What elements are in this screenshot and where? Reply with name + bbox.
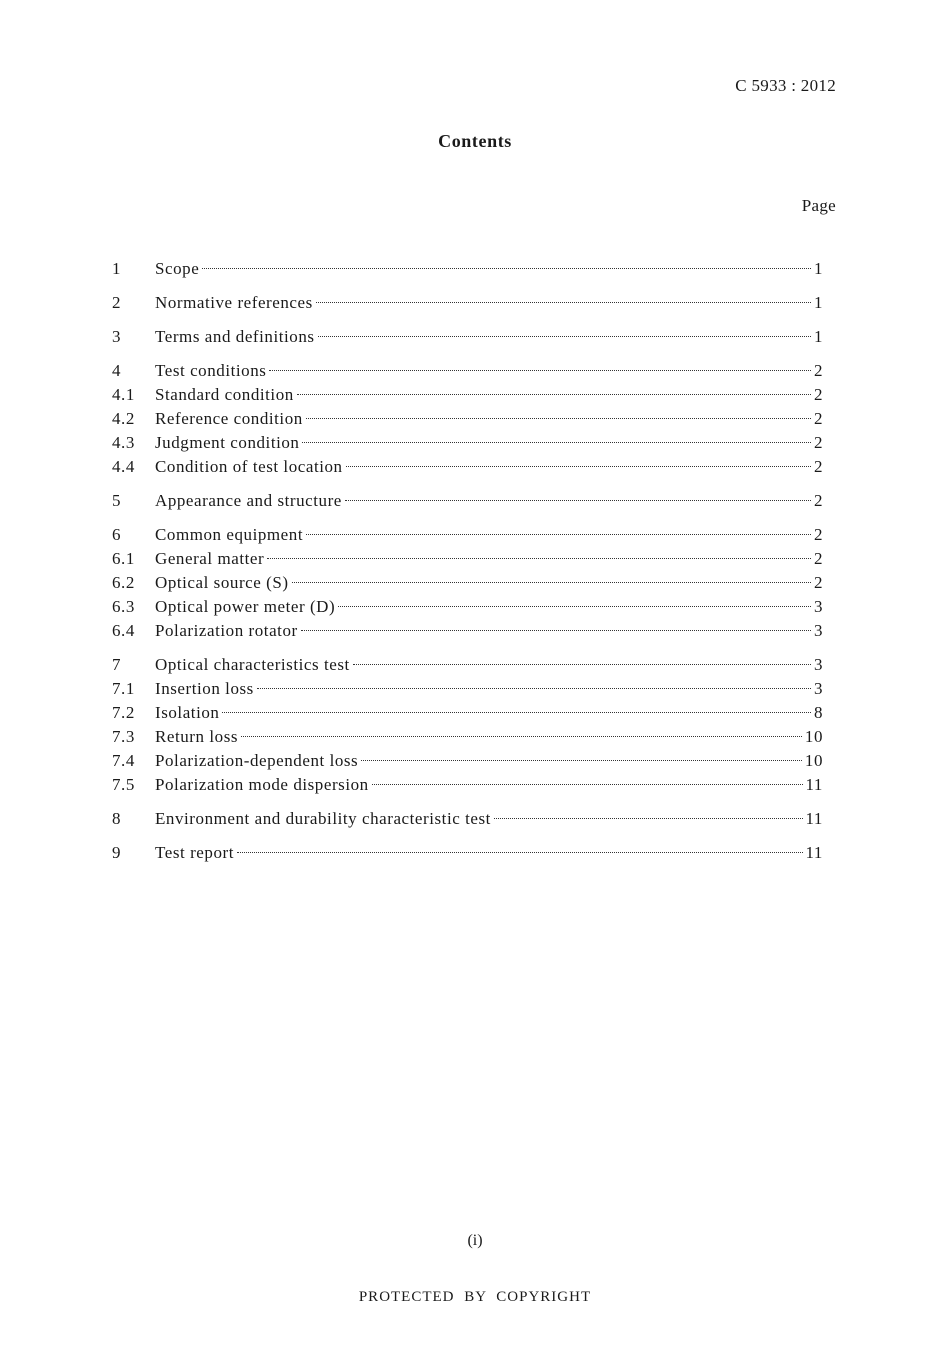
toc-entry-number: 2: [112, 293, 122, 312]
toc-entry-page: 2: [813, 549, 823, 568]
dot-leader: [302, 442, 810, 443]
toc-entry[interactable]: [112, 383, 823, 407]
toc-entry-title: Terms and definitions: [155, 327, 315, 346]
toc-entry-page: 1: [813, 259, 823, 278]
toc-entry-title: Optical power meter (D): [155, 597, 336, 616]
dot-leader: [237, 852, 803, 853]
toc-entry-title: Return loss: [155, 727, 239, 746]
toc-entry-number: 6.1: [112, 549, 135, 568]
toc-entry[interactable]: [112, 291, 823, 315]
toc-entry-page: 2: [813, 491, 823, 510]
toc-entry[interactable]: [112, 455, 823, 479]
page-column-label: Page: [801, 196, 836, 215]
dot-leader: [306, 418, 811, 419]
toc-entry-page: 3: [813, 679, 823, 698]
document-code: C 5933 : 2012: [735, 76, 836, 95]
dot-leader: [301, 630, 811, 631]
dot-leader: [318, 336, 811, 337]
toc-entry-title: Polarization-dependent loss: [155, 751, 359, 770]
toc-entry-number: 4.2: [112, 409, 135, 428]
toc-entry-page: 2: [813, 433, 823, 452]
toc-entry-page: 2: [813, 361, 823, 380]
toc-entry-title: Polarization rotator: [155, 621, 298, 640]
toc-entry-page: 1: [813, 293, 823, 312]
toc-group: [112, 523, 823, 643]
toc-entry-number: 7.4: [112, 751, 135, 770]
toc-entry-title: Scope: [155, 259, 200, 278]
toc-group: [112, 359, 823, 479]
toc-entry[interactable]: [112, 841, 823, 865]
dot-leader: [345, 500, 811, 501]
toc-entry-number: 3: [112, 327, 122, 346]
dot-leader: [346, 466, 811, 467]
dot-leader: [222, 712, 810, 713]
toc-entry-number: 8: [112, 809, 122, 828]
toc-entry[interactable]: [112, 257, 823, 281]
toc-entry-page: 3: [813, 597, 823, 616]
toc-entry-page: 8: [813, 703, 823, 722]
toc-entry[interactable]: [112, 749, 823, 773]
toc-entry-title: Isolation: [155, 703, 220, 722]
dot-leader: [297, 394, 811, 395]
toc-entry-page: 11: [805, 843, 823, 862]
toc-entry-page: 10: [804, 751, 823, 770]
toc-group: [112, 257, 823, 281]
toc-group: [112, 653, 823, 797]
toc-entry-page: 2: [813, 385, 823, 404]
toc-entry-number: 4.1: [112, 385, 135, 404]
toc-entry-title: Appearance and structure: [155, 491, 342, 510]
dot-leader: [267, 558, 811, 559]
toc-entry-number: 4: [112, 361, 122, 380]
dot-leader: [257, 688, 811, 689]
toc-entry-title: Judgment condition: [155, 433, 300, 452]
dot-leader: [241, 736, 802, 737]
toc-entry-page: 11: [805, 809, 823, 828]
toc-entry-number: 6.4: [112, 621, 135, 640]
toc-entry-page: 3: [813, 621, 823, 640]
toc-entry-page: 1: [813, 327, 823, 346]
toc-entry-title: Optical source (S): [155, 573, 289, 592]
toc-entry-number: 7: [112, 655, 122, 674]
toc-entry-number: 4.4: [112, 457, 135, 476]
toc-entry[interactable]: [112, 325, 823, 349]
toc-entry[interactable]: [112, 489, 823, 513]
toc-entry-number: 1: [112, 259, 122, 278]
table-of-contents: [112, 257, 823, 875]
toc-entry[interactable]: [112, 571, 823, 595]
dot-leader: [494, 818, 803, 819]
dot-leader: [353, 664, 811, 665]
toc-entry[interactable]: [112, 701, 823, 725]
toc-entry-title: Optical characteristics test: [155, 655, 350, 674]
dot-leader: [269, 370, 811, 371]
toc-entry[interactable]: [112, 407, 823, 431]
toc-entry-page: 11: [805, 775, 823, 794]
toc-entry[interactable]: [112, 653, 823, 677]
toc-entry-page: 3: [813, 655, 823, 674]
toc-entry-number: 7.1: [112, 679, 135, 698]
toc-entry-page: 2: [813, 409, 823, 428]
toc-entry[interactable]: [112, 359, 823, 383]
toc-entry-number: 4.3: [112, 433, 135, 452]
toc-entry-number: 6.3: [112, 597, 135, 616]
toc-entry-title: Test report: [155, 843, 234, 862]
toc-entry-page: 10: [804, 727, 823, 746]
toc-entry-page: 2: [813, 457, 823, 476]
toc-entry-title: General matter: [155, 549, 265, 568]
dot-leader: [202, 268, 811, 269]
toc-entry-number: 7.2: [112, 703, 135, 722]
toc-entry-number: 6: [112, 525, 122, 544]
toc-entry-title: Polarization mode dispersion: [155, 775, 369, 794]
copyright-notice: PROTECTED BY COPYRIGHT: [358, 1289, 592, 1305]
toc-entry-title: Standard condition: [155, 385, 294, 404]
toc-entry-number: 5: [112, 491, 122, 510]
toc-group: [112, 325, 823, 349]
toc-group: [112, 291, 823, 315]
toc-entry-page: 2: [813, 573, 823, 592]
dot-leader: [316, 302, 811, 303]
toc-group: [112, 841, 823, 865]
toc-entry-number: 7.3: [112, 727, 135, 746]
toc-entry-title: Normative references: [155, 293, 313, 312]
toc-entry-number: 6.2: [112, 573, 135, 592]
toc-entry[interactable]: [112, 431, 823, 455]
toc-entry[interactable]: [112, 677, 823, 701]
page-title: Contents: [438, 131, 512, 151]
dot-leader: [372, 784, 803, 785]
toc-entry[interactable]: [112, 725, 823, 749]
dot-leader: [306, 534, 811, 535]
toc-entry[interactable]: [112, 807, 823, 831]
toc-entry[interactable]: [112, 547, 823, 571]
toc-entry[interactable]: [112, 523, 823, 547]
toc-entry[interactable]: [112, 619, 823, 643]
toc-entry-number: 7.5: [112, 775, 135, 794]
toc-entry-page: 2: [813, 525, 823, 544]
dot-leader: [338, 606, 811, 607]
dot-leader: [361, 760, 802, 761]
page-number: (i): [467, 1232, 483, 1249]
toc-entry-number: 9: [112, 843, 122, 862]
toc-entry-title: Common equipment: [155, 525, 304, 544]
toc-entry[interactable]: [112, 595, 823, 619]
toc-group: [112, 489, 823, 513]
toc-entry-title: Reference condition: [155, 409, 303, 428]
toc-entry-title: Insertion loss: [155, 679, 254, 698]
toc-entry-title: Test conditions: [155, 361, 267, 380]
toc-entry-title: Condition of test location: [155, 457, 343, 476]
dot-leader: [292, 582, 811, 583]
toc-group: [112, 807, 823, 831]
toc-entry[interactable]: [112, 773, 823, 797]
toc-entry-title: Environment and durability characteristic test: [155, 809, 491, 828]
